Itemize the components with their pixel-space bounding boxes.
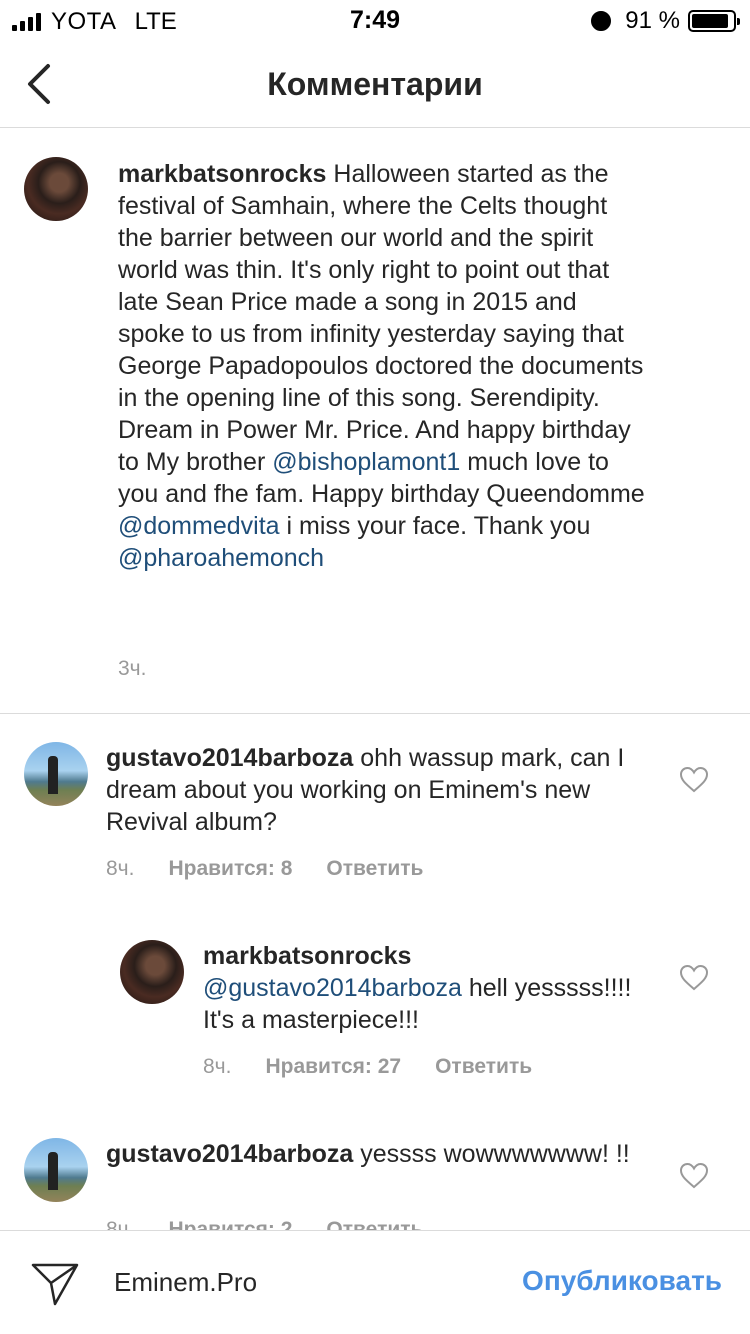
caption-text: [118, 158, 648, 574]
reply-button[interactable]: Ответить: [435, 1055, 533, 1078]
heart-icon[interactable]: [680, 965, 708, 991]
comment-username[interactable]: gustavo2014barboza: [106, 744, 354, 772]
battery-icon: [688, 10, 736, 32]
mention-link[interactable]: @dommedvita: [118, 512, 280, 540]
avatar[interactable]: [24, 742, 88, 806]
network-type: LTE: [134, 8, 177, 35]
battery-fill: [692, 14, 728, 28]
heart-icon[interactable]: [680, 1163, 708, 1189]
alarm-icon: [591, 11, 611, 31]
reply-button[interactable]: Ответить: [326, 857, 424, 880]
mention-link[interactable]: @bishoplamont1: [272, 448, 461, 476]
heart-icon[interactable]: [680, 767, 708, 793]
avatar[interactable]: [24, 157, 88, 221]
comment-composer: [0, 1230, 750, 1334]
status-bar: [0, 0, 750, 40]
mention-link[interactable]: @pharoahemonch: [118, 544, 325, 572]
paper-plane-icon[interactable]: [30, 1261, 80, 1307]
caption-body: Halloween started as the festival of Samhain, where the Celts thought the barrier between our world and the spirit world was thin. It's only right to point out that late Sean Price made a song in 2015 and spoke to us from infinity yesterday saying that George Papadopoulos doctored the documents in the opening line of this song. Serendipity. Dream in Power Mr. Price. And happy birthday to My brother: [118, 160, 644, 476]
comment-body: ohh wassup mark, can I dream about you working on Eminem's new Revival album?: [106, 744, 625, 836]
caption-username[interactable]: markbatsonrocks: [118, 160, 327, 188]
divider: [0, 713, 750, 714]
caption-time: 3ч.: [118, 657, 147, 680]
caption-body: much love to you and fhe fam. Happy birthday Queendomme: [118, 448, 645, 508]
status-time: 7:49: [349, 6, 401, 34]
carrier-name: YOTA: [51, 8, 117, 35]
likes-count[interactable]: Нравится: 8: [168, 857, 293, 880]
comment-body: hell yesssss!!!! It's a masterpiece!!!: [203, 974, 632, 1034]
comment-meta: [203, 1055, 532, 1079]
comment-input[interactable]: Eminem.Pro: [114, 1267, 258, 1297]
mention-link[interactable]: @gustavo2014barboza: [203, 974, 462, 1002]
caption-body: i miss your face. Thank you: [279, 512, 591, 540]
comment-time: 8ч.: [203, 1055, 232, 1078]
comment-text: [106, 742, 646, 838]
avatar[interactable]: [120, 940, 184, 1004]
comment-text: [106, 1138, 646, 1170]
likes-count[interactable]: Нравится: 27: [265, 1055, 402, 1078]
status-right: [591, 7, 736, 35]
comment-body: yessss wowwwwwww! !!: [360, 1140, 630, 1168]
comment-username[interactable]: gustavo2014barboza: [106, 1140, 354, 1168]
comment-meta: [106, 857, 423, 881]
battery-percent: 91 %: [625, 7, 680, 34]
avatar[interactable]: [24, 1138, 88, 1202]
caption-meta: [118, 657, 146, 681]
comment-text: [203, 940, 653, 1036]
publish-button[interactable]: Опубликовать: [522, 1265, 722, 1296]
page-title: Комментарии: [267, 66, 483, 102]
comment-username[interactable]: markbatsonrocks: [203, 942, 412, 970]
navigation-bar: [0, 40, 750, 128]
comment-time: 8ч.: [106, 857, 135, 880]
